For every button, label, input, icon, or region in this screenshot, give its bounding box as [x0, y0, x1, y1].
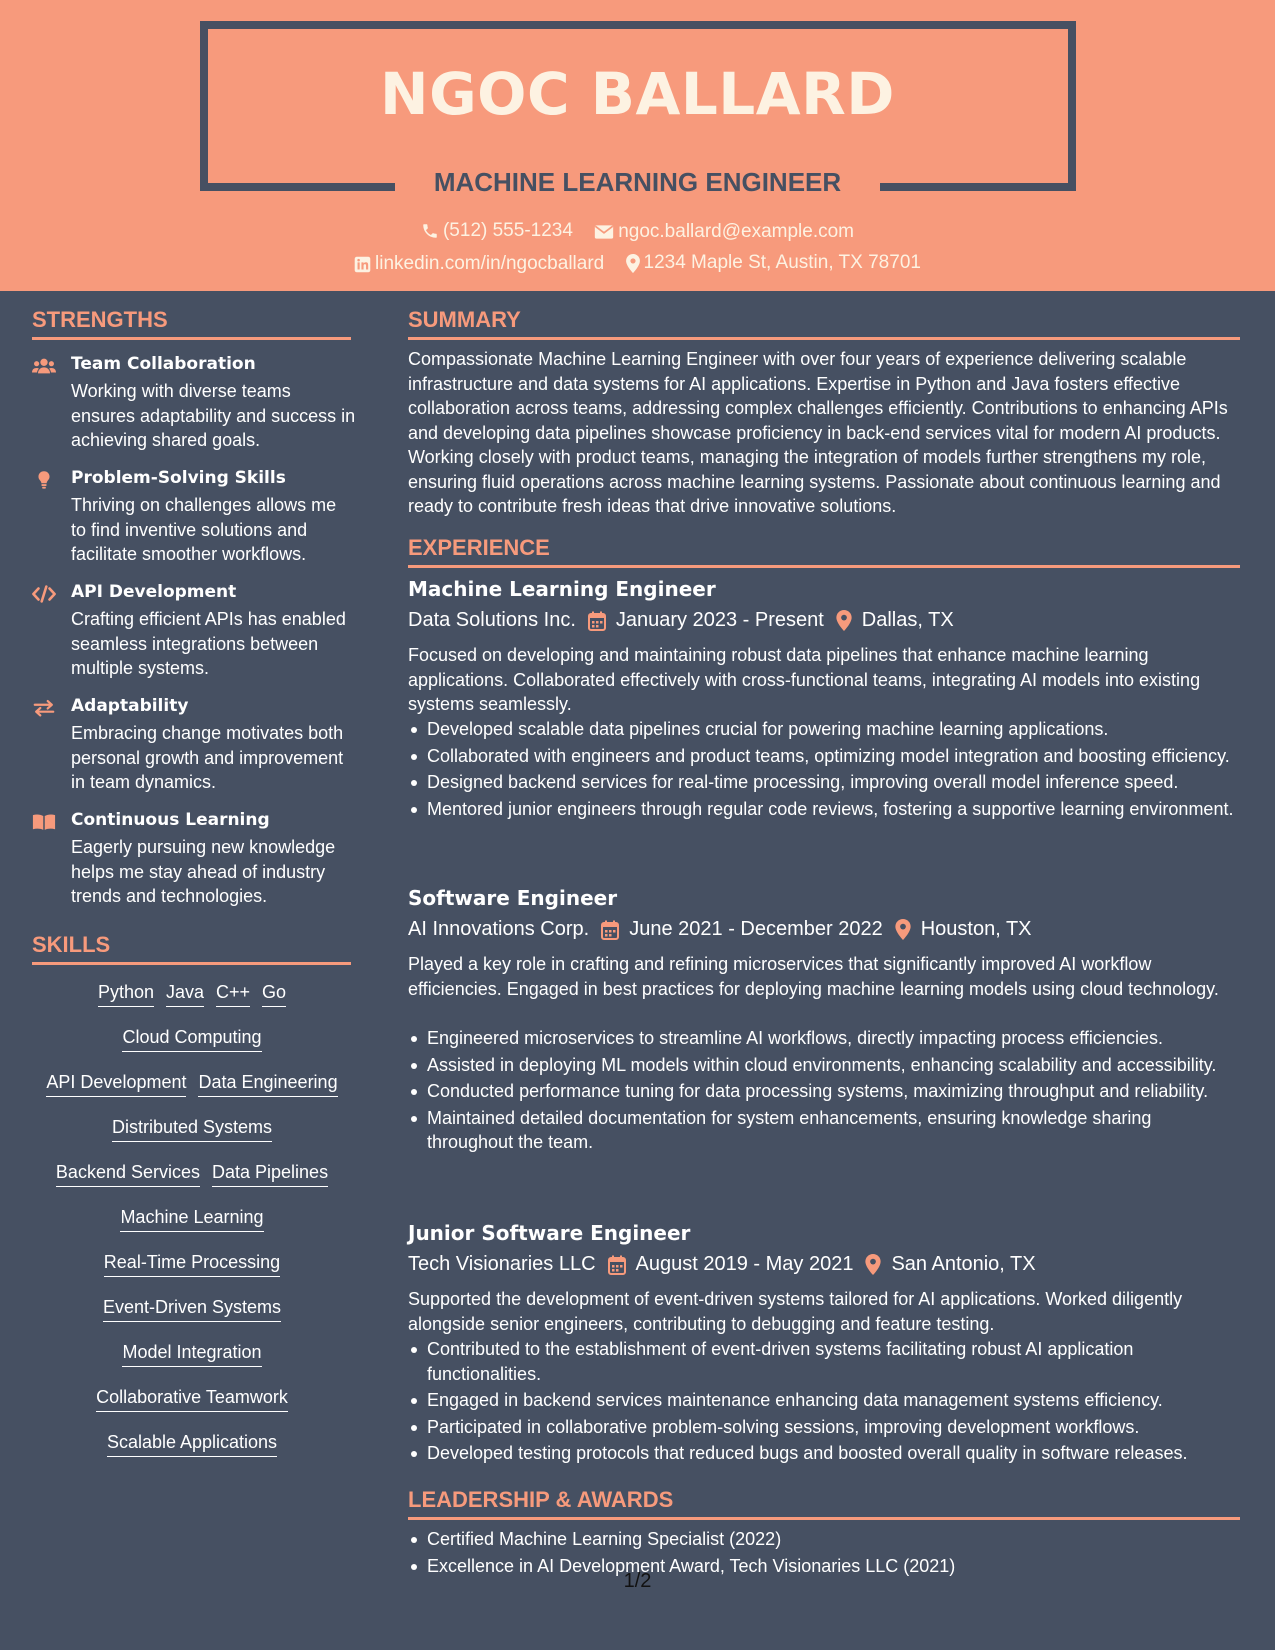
- strength-item: [32, 810, 352, 920]
- job-dates: June 2021 - December 2022: [629, 918, 883, 940]
- skill-tag: Cloud Computing: [122, 1027, 261, 1052]
- list-item: Conducted performance tuning for data processing systems, maximizing throughput and reliability.: [408, 1079, 1240, 1104]
- leadership-heading: LEADERSHIP & AWARDS: [408, 1487, 674, 1512]
- skill-tag: Backend Services: [56, 1162, 200, 1187]
- skill-tag: Collaborative Teamwork: [96, 1387, 288, 1412]
- skill-tag: Java: [166, 982, 204, 1007]
- job-meta: [408, 1253, 1036, 1276]
- strengths-divider: [32, 337, 351, 340]
- skill-row: [32, 1117, 352, 1142]
- skill-tag: Real-Time Processing: [104, 1252, 280, 1277]
- calendar-icon: [588, 611, 606, 631]
- skill-row: [32, 1162, 352, 1187]
- skills-divider: [32, 962, 351, 965]
- skill-tag: Python: [98, 982, 154, 1007]
- strength-item: [32, 582, 352, 692]
- skill-tag: C++: [216, 982, 250, 1007]
- code-icon: [32, 584, 56, 604]
- job-meta: [408, 918, 1032, 941]
- job-description: Supported the development of event-driven systems tailored for AI applications. Worked diligently alongside senior engineers, contributing to debugging and feature testing.: [408, 1289, 1183, 1334]
- list-item: Engineered microservices to streamline AI workflows, directly impacting process efficiencies.: [408, 1026, 1240, 1051]
- contact-row-2: [0, 252, 1275, 279]
- leadership-divider: [408, 1517, 1240, 1520]
- summary-text: Compassionate Machine Learning Engineer with over four years of experience delivering scalable infrastructure and data systems for AI applications. Expertise in Python and Java fosters effective collaboration across teams, addressing complex challenges efficiently. Contributions to enhancing APIs and developing data pipelines showcase proficiency in back-end services vital for modern AI products. Working closely with product teams, managing the integration of models further strengthens my role, ensuring fluid operations across machine learning systems. Passionate about continuous learning and ready to contribute fresh ideas that drive innovative solutions.: [408, 349, 1228, 516]
- contact-phone: [421, 220, 573, 242]
- job-title: MACHINE LEARNING ENGINEER: [433, 167, 842, 197]
- linkedin-icon: [354, 256, 371, 273]
- envelope-icon: [594, 224, 614, 240]
- job-description: Focused on developing and maintaining robust data pipelines that enhance machine learning applications. Collaborated effectively with cross-functional teams, integrating AI models into existing systems seamlessly.: [408, 645, 1201, 714]
- contact-row-1: [0, 220, 1275, 246]
- resume-header: [0, 0, 1275, 291]
- list-item: Certified Machine Learning Specialist (2022): [408, 1527, 1240, 1552]
- list-item: Participated in collaborative problem-solving sessions, improving development workflows.: [408, 1415, 1240, 1440]
- calendar-icon: [608, 1255, 626, 1275]
- email-text: ngoc.ballard@example.com: [618, 221, 854, 242]
- skill-row: [32, 1252, 352, 1277]
- job-bullets: [408, 717, 1240, 823]
- job-company: Data Solutions Inc.: [408, 609, 576, 631]
- list-item: Excellence in AI Development Award, Tech Visionaries LLC (2021): [408, 1554, 1240, 1579]
- skill-row: [32, 1072, 352, 1097]
- skill-tag: Distributed Systems: [112, 1117, 272, 1142]
- book-icon: [32, 812, 56, 832]
- list-item: Mentored junior engineers through regular code reviews, fostering a supportive learning environment.: [408, 797, 1240, 822]
- calendar-icon: [601, 920, 619, 940]
- job-description: Played a key role in crafting and refining microservices that significantly improved AI workflow efficiencies. Engaged in best practices for deploying machine learning models using cloud technology.: [408, 954, 1219, 999]
- list-item: Developed scalable data pipelines crucial for powering machine learning applications.: [408, 717, 1240, 742]
- skill-tag: Model Integration: [122, 1342, 261, 1367]
- contact-address: [626, 252, 921, 274]
- strength-item: [32, 468, 352, 578]
- job-meta: [408, 609, 954, 632]
- list-item: Designed backend services for real-time processing, improving overall model inference speed.: [408, 770, 1240, 795]
- list-item: Contributed to the establishment of event-driven systems facilitating robust AI application functionalities.: [408, 1337, 1240, 1386]
- list-item: Assisted in deploying ML models within cloud environments, enhancing scalability and accessibility.: [408, 1053, 1240, 1078]
- strength-description: Working with diverse teams ensures adaptability and success in achieving shared goals.: [71, 381, 356, 450]
- job-location: San Antonio, TX: [891, 1253, 1036, 1275]
- skill-row: [32, 1297, 352, 1322]
- job-company: AI Innovations Corp.: [408, 918, 590, 940]
- map-marker-icon: [626, 254, 640, 273]
- strength-title: API Development: [71, 582, 237, 602]
- strength-title: Problem-Solving Skills: [71, 468, 286, 488]
- skill-tag: Go: [262, 982, 286, 1007]
- list-item: Engaged in backend services maintenance enhancing data management systems efficiency.: [408, 1388, 1240, 1413]
- job-position: Machine Learning Engineer: [408, 577, 716, 601]
- map-marker-icon: [836, 610, 852, 631]
- experience-divider: [408, 565, 1240, 568]
- summary-heading: SUMMARY: [408, 307, 521, 332]
- address-text: 1234 Maple St, Austin, TX 78701: [643, 252, 921, 273]
- job-location: Houston, TX: [920, 918, 1032, 940]
- job-location: Dallas, TX: [861, 609, 954, 631]
- strength-description: Eagerly pursuing new knowledge helps me stay ahead of industry trends and technologies.: [71, 837, 336, 906]
- skill-tag: Machine Learning: [120, 1207, 263, 1232]
- skill-tag: Data Engineering: [198, 1072, 337, 1097]
- strength-title: Team Collaboration: [71, 354, 256, 374]
- skill-row: [32, 1342, 352, 1367]
- list-item: Developed testing protocols that reduced bugs and boosted overall quality in software releases.: [408, 1441, 1240, 1466]
- job-bullets: [408, 1026, 1240, 1157]
- job-position: Software Engineer: [408, 886, 618, 910]
- linkedin-text: linkedin.com/in/ngocballard: [375, 253, 605, 274]
- strength-item: [32, 696, 352, 806]
- phone-icon: [421, 222, 439, 240]
- strength-description: Crafting efficient APIs has enabled seamless integrations between multiple systems.: [71, 609, 346, 678]
- skill-tag: API Development: [46, 1072, 186, 1097]
- contact-linkedin: [354, 253, 604, 275]
- skill-row: [32, 1027, 352, 1052]
- skills-heading: SKILLS: [32, 932, 111, 957]
- page-number: 1/2: [623, 1570, 652, 1592]
- summary-divider: [408, 337, 1240, 340]
- skill-row: [32, 982, 352, 1007]
- job-company: Tech Visionaries LLC: [408, 1253, 596, 1275]
- list-item: Maintained detailed documentation for system enhancements, ensuring knowledge sharing throughout the team.: [408, 1106, 1240, 1155]
- list-item: Collaborated with engineers and product teams, optimizing model integration and boosting efficiency.: [408, 744, 1240, 769]
- skill-row: [32, 1207, 352, 1232]
- contact-email: [594, 221, 854, 243]
- strengths-heading: STRENGTHS: [32, 307, 168, 332]
- skill-tag: Data Pipelines: [212, 1162, 328, 1187]
- strength-title: Continuous Learning: [71, 810, 270, 830]
- skill-tag: Event-Driven Systems: [103, 1297, 281, 1322]
- experience-heading: EXPERIENCE: [408, 535, 550, 560]
- map-marker-icon: [865, 1254, 881, 1275]
- skill-row: [32, 1432, 352, 1457]
- skill-row: [32, 1387, 352, 1412]
- job-position: Junior Software Engineer: [408, 1221, 691, 1245]
- strength-item: [32, 354, 356, 464]
- strength-title: Adaptability: [71, 696, 189, 716]
- job-dates: January 2023 - Present: [615, 609, 824, 631]
- candidate-name: NGOC BALLARD: [380, 60, 895, 128]
- job-bullets: [408, 1337, 1240, 1468]
- phone-text: (512) 555-1234: [442, 220, 573, 241]
- strength-description: Thriving on challenges allows me to find inventive solutions and facilitate smoother workflows.: [71, 495, 337, 564]
- job-dates: August 2019 - May 2021: [635, 1253, 854, 1275]
- users-icon: [32, 356, 56, 376]
- skill-tag: Scalable Applications: [107, 1432, 277, 1457]
- exchange-icon: [32, 698, 56, 718]
- lightbulb-icon: [32, 470, 56, 490]
- strength-description: Embracing change motivates both personal growth and improvement in team dynamics.: [71, 723, 344, 792]
- map-marker-icon: [895, 919, 911, 940]
